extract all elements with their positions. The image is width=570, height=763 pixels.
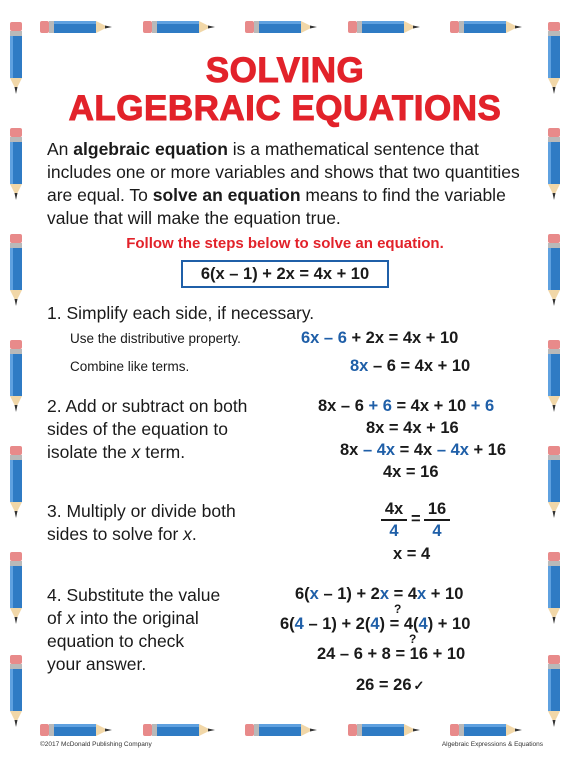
pencil-icon [450,19,522,35]
step-4-line-4: your answer. [47,654,147,674]
footer-title: Algebraic Expressions & Equations [441,741,543,748]
question-mark-2: ? [409,632,417,646]
intro-text: is a mathematical sentence that includes one or more variables and shows that two quantities are equal. To [47,139,520,205]
equation-box [181,260,389,288]
step-4-math-1 [295,583,463,605]
pencil-icon [546,552,562,624]
math-highlight: 6x – 6 [301,329,347,347]
step-4-math-2 [280,613,470,635]
pencil-icon [450,722,522,738]
step-2-line-1: 2. Add or subtract on both [47,396,248,416]
math-text: 26 = 26 [356,676,412,694]
text: into the original [75,608,199,628]
follow-steps-heading: Follow the steps below to solve an equation. [126,235,444,252]
text: isolate the [47,442,132,462]
step-2-line-3 [47,441,247,464]
pencil-icon [40,19,112,35]
step-2-math-4: 4x = 16 [383,463,439,481]
pencil-icon [8,446,24,518]
math-highlight: 4 [418,615,428,633]
fraction-equals: = [411,510,421,528]
math-text: 8x [340,441,363,459]
math-highlight: – 4x [362,441,396,459]
pencil-icon [143,19,215,35]
step-4-math-4 [356,674,424,697]
pencil-icon [8,128,24,200]
pencil-icon [546,128,562,200]
math-text: ) + 10 [427,615,471,633]
step-3-line-2 [47,523,236,546]
step-3-label [47,500,236,546]
text: . [191,524,197,544]
step-1-math-1 [301,327,458,349]
variable: x [131,442,141,462]
step-4-math-3: 24 – 6 + 8 = 16 + 10 [317,645,466,663]
step-2-math-2: 8x = 4x + 16 [366,419,459,437]
variable: x [66,608,76,628]
fraction-denominator: 4 [432,522,442,540]
pencil-icon [245,722,317,738]
title-line-1: SOLVING [205,51,365,90]
fraction-numerator: 16 [424,499,450,521]
pencil-icon [8,552,24,624]
variable: x [183,524,192,544]
math-text: + 10 [426,585,464,603]
intro-paragraph [47,138,527,230]
math-text: + 2x = 4x + 10 [346,329,459,347]
step-2-math-1 [318,395,494,417]
text: term. [140,442,186,462]
term-solve-equation: solve an equation [152,185,301,205]
intro-text: means to find the variable value that will make the equation true. [47,185,506,228]
step-1-sub-distributive: Use the distributive property. [70,331,241,346]
footer-copyright: ©2017 McDonald Publishing Company [40,741,152,748]
step-1-label: 1. Simplify each side, if necessary. [47,303,315,323]
pencil-icon [40,722,112,738]
text: sides to solve for [47,524,184,544]
step-1-math-2 [350,355,470,377]
check-icon: ✓ [413,678,425,693]
math-highlight: 4 [370,615,380,633]
step-4-line-2 [47,607,220,630]
pencil-icon [348,19,420,35]
math-text: = 4 [389,585,418,603]
question-mark-1: ? [394,602,402,616]
intro-text: An [47,139,74,159]
math-text: – 1) + 2( [303,615,371,633]
step-2-label [47,395,247,464]
step-2-math-3 [340,439,506,461]
math-text: + 16 [468,441,507,459]
math-highlight: x [417,585,427,603]
pencil-icon [546,655,562,727]
math-highlight: + 6 [368,397,392,415]
math-text: 6( [280,615,295,633]
math-text: 6( [295,585,310,603]
pencil-icon [8,655,24,727]
step-3-line-1: 3. Multiply or divide both [47,501,236,521]
step-4-label [47,584,220,676]
math-text: – 6 = 4x + 10 [368,357,471,375]
math-highlight: x [379,585,390,603]
fraction-right [424,499,450,541]
fraction-denominator: 4 [389,522,399,540]
equation-box-text: 6(x – 1) + 2x = 4x + 10 [200,265,370,283]
term-algebraic-equation: algebraic equation [73,139,228,159]
math-text: ) = 4( [379,615,419,633]
fraction-left [381,499,407,541]
math-text: 8x – 6 [318,397,369,415]
math-text: – 1) + 2 [318,585,380,603]
step-1-sub-combine: Combine like terms. [70,359,190,374]
pencil-icon [245,19,317,35]
fraction-numerator: 4x [381,499,407,521]
math-text: = 4x + 10 [391,397,471,415]
math-highlight: + 6 [470,397,495,415]
step-4-line-3: equation to check [47,631,185,651]
pencil-icon [546,446,562,518]
math-text: = 4x [395,441,437,459]
pencil-icon [8,340,24,412]
pencil-icon [546,340,562,412]
step-4-line-1: 4. Substitute the value [47,585,221,605]
pencil-icon [348,722,420,738]
title-line-2: ALGEBRAIC EQUATIONS [68,89,502,128]
math-highlight: x [309,585,319,603]
pencil-icon [143,722,215,738]
step-3-result: x = 4 [393,545,431,563]
math-highlight: 8x [350,357,369,375]
math-highlight: 4 [294,615,304,633]
math-highlight: – 4x [436,441,469,459]
text: of [47,608,67,628]
step-2-line-2: sides of the equation to [47,419,228,439]
